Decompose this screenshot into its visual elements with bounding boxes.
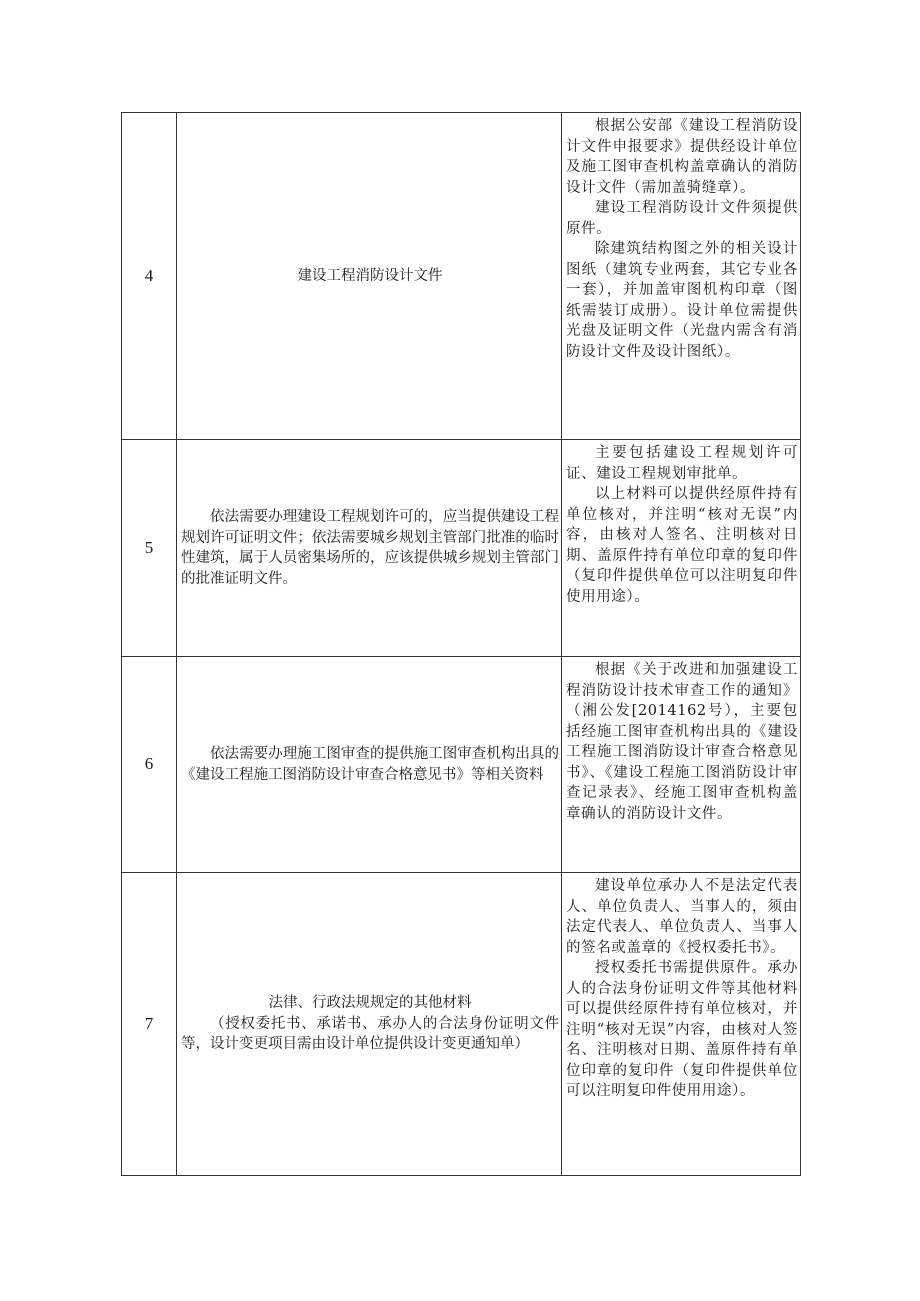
- row-number: 6: [122, 657, 177, 873]
- note-paragraph: 授权委托书需提供原件。承办人的合法身份证明文件等其他材料可以提供经原件持有单位核对，并注明“核对无误”内容，由核对人签名、注明核对日期、盖原件持有单位印章的复印件（复印件提供单位可以注明复印件使用用途）。: [566, 960, 798, 1099]
- note-paragraph: 以上材料可以提供经原件持有单位核对，并注明“核对无误”内容，由核对人签名、注明核对日期、盖原件持有单位印章的复印件（复印件提供单位可以注明复印件使用用途）。: [566, 486, 798, 605]
- materials-table: [121, 112, 801, 1176]
- material-name-line: 建设工程消防设计文件: [297, 267, 443, 284]
- material-notes: [562, 440, 801, 657]
- material-name-line: 依法需要办理施工图审查的提供施工图审查机构出具的《建设工程施工图消防设计审查合格意见书》等相关资料: [181, 746, 559, 783]
- material-name: [177, 113, 562, 440]
- material-name-line: （授权委托书、承诺书、承办人的合法身份证明文件等，设计变更项目需由设计单位提供设计变更通知单）: [181, 1015, 559, 1053]
- note-paragraph: 除建筑结构图之外的相关设计图纸（建筑专业两套，其它专业各一套），并加盖审图机构印章（图纸需装订成册）。设计单位需提供光盘及证明文件（光盘内需含有消防设计文件及设计图纸）。: [566, 241, 798, 360]
- table-row: [122, 440, 801, 657]
- material-notes: [562, 873, 801, 1176]
- note-paragraph: 主要包括建设工程规划许可证、建设工程规划审批单。: [566, 445, 798, 482]
- note-paragraph: 根据公安部《建设工程消防设计文件申报要求》提供经设计单位及施工图审查机构盖章确认的消防设计文件（需加盖骑缝章）。: [566, 118, 798, 196]
- note-paragraph: 建设单位承办人不是法定代表人、单位负责人、当事人的，须由法定代表人、单位负责人、当事人的签名或盖章的《授权委托书》。: [566, 878, 798, 956]
- material-notes: [562, 113, 801, 440]
- row-number: 5: [122, 440, 177, 657]
- table-row: [122, 657, 801, 873]
- note-paragraph: 建设工程消防设计文件须提供原件。: [566, 200, 798, 237]
- note-paragraph: 根据《关于改进和加强建设工程消防设计技术审查工作的通知》（湘公发[2014162号），主要包括经施工图审查机构出具的《建设工程施工图消防设计审查合格意见书》、《建设工程施工图消防设计审查记录表》、经施工图审查机构盖章确认的消防设计文件。: [566, 662, 798, 822]
- material-name: [177, 873, 562, 1176]
- material-name: [177, 657, 562, 873]
- row-number: 4: [122, 113, 177, 440]
- material-name-line: 法律、行政法规规定的其他材料: [268, 995, 472, 1012]
- material-name: [177, 440, 562, 657]
- material-notes: [562, 657, 801, 873]
- table-row: [122, 113, 801, 440]
- row-number: 7: [122, 873, 177, 1176]
- material-name-line: 依法需要办理建设工程规划许可的，应当提供建设工程规划许可证明文件；依法需要城乡规划主管部门批准的临时性建筑，属于人员密集场所的，应该提供城乡规划主管部门的批准证明文件。: [181, 509, 559, 587]
- table-row: [122, 873, 801, 1176]
